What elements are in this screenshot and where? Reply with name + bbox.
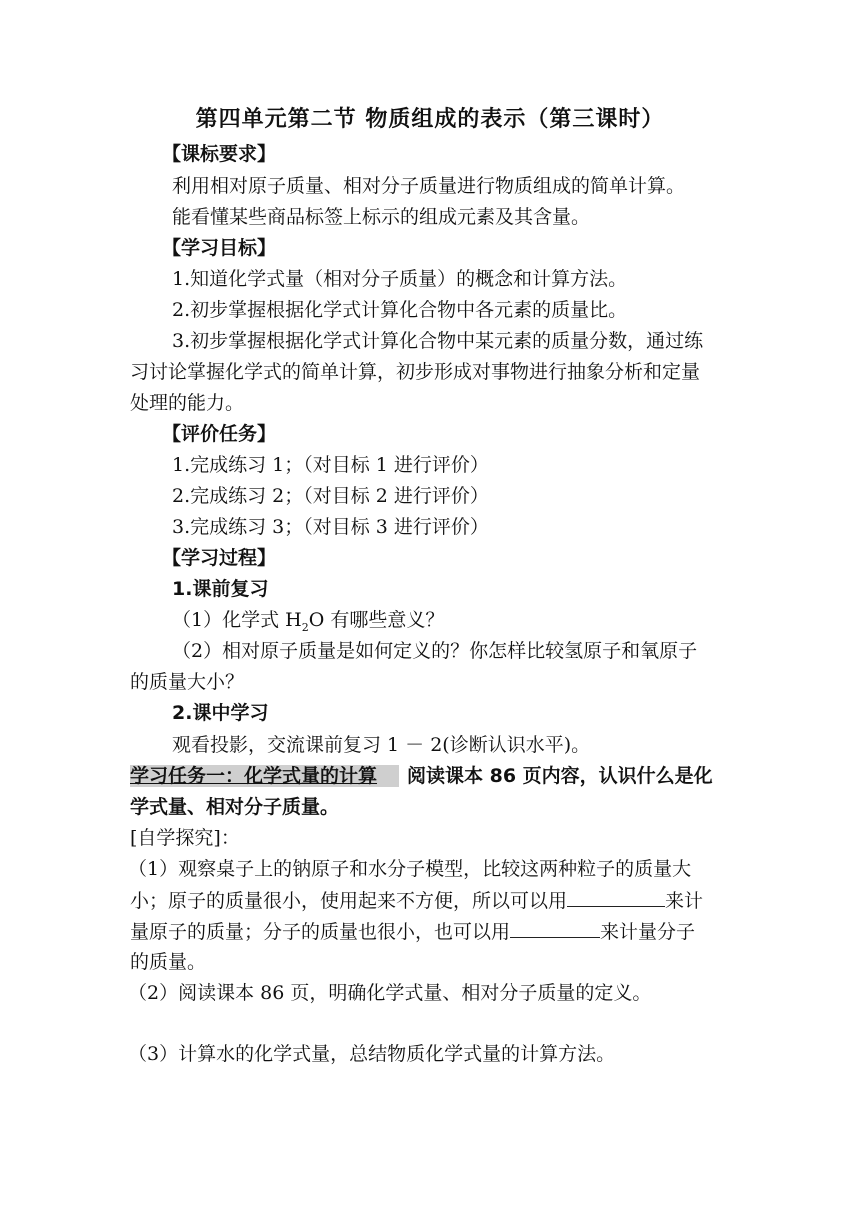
question-1-line-2 <box>130 888 703 913</box>
question-3-line: （3）计算水的化学式量，总结物质化学式量的计算方法。 <box>128 1043 616 1065</box>
q1-line2-b: 来计 <box>665 890 704 912</box>
fill-in-blank-2[interactable] <box>510 919 600 938</box>
objective-3-line-3: 处理的能力。 <box>130 392 245 414</box>
review-q1-suffix: O 有哪些意义？ <box>308 609 445 631</box>
q1-line3-a: 量原子的质量；分子的质量也很小，也可以用 <box>130 921 511 943</box>
question-1-line-4: 的质量。 <box>130 951 207 973</box>
objective-3-line-1: 3.初步掌握根据化学式计算化合物中某元素的质量分数，通过练 <box>172 330 704 352</box>
objectives-header: 【学习目标】 <box>162 237 277 259</box>
self-study-header: [自学探究]： <box>130 827 240 849</box>
task-1-line-2: 学式量、相对分子质量。 <box>130 796 340 818</box>
page-title: 第四单元第二节 物质组成的表示（第三课时） <box>195 107 665 132</box>
review-question-2-line-2: 的质量大小？ <box>130 671 245 693</box>
inclass-line: 观看投影，交流课前复习 1 － 2(诊断认识水平)。 <box>172 734 591 756</box>
inclass-header: 2.课中学习 <box>172 702 269 724</box>
question-1-line-1: （1）观察桌子上的钠原子和水分子模型，比较这两种粒子的质量大 <box>128 858 692 880</box>
q1-line3-b: 来计量分子 <box>600 921 696 943</box>
curriculum-line-2: 能看懂某些商品标签上标示的组成元素及其含量。 <box>172 206 591 228</box>
review-header: 1.课前复习 <box>172 578 269 600</box>
question-2-line: （2）阅读课本 86 页，明确化学式量、相对分子质量的定义。 <box>128 982 652 1004</box>
review-question-2-line-1: （2）相对原子质量是如何定义的？你怎样比较氢原子和氧原子 <box>172 640 698 662</box>
q1-line2-a: 小；原子的质量很小，使用起来不方便，所以可以用 <box>130 890 568 912</box>
task-1-line-1 <box>130 764 713 788</box>
fill-in-blank-1[interactable] <box>567 888 665 907</box>
objective-3-line-2: 习讨论掌握化学式的简单计算，初步形成对事物进行抽象分析和定量 <box>130 361 701 383</box>
review-q1-subscript: 2 <box>301 620 309 634</box>
question-1-line-3 <box>130 919 695 944</box>
evaluation-3: 3.完成练习 3；（对目标 3 进行评价） <box>172 516 489 538</box>
task-1-tag: 学习任务一：化学式量的计算 <box>130 765 399 787</box>
process-header: 【学习过程】 <box>162 547 277 569</box>
evaluation-header: 【评价任务】 <box>162 423 277 445</box>
evaluation-1: 1.完成练习 1；（对目标 1 进行评价） <box>172 454 489 476</box>
curriculum-header: 【课标要求】 <box>162 143 277 165</box>
task-1-rest: 阅读课本 86 页内容，认识什么是化 <box>407 765 713 787</box>
curriculum-line-1: 利用相对原子质量、相对分子质量进行物质组成的简单计算。 <box>172 175 686 197</box>
objective-1: 1.知道化学式量（相对分子质量）的概念和计算方法。 <box>172 268 628 290</box>
objective-2: 2.初步掌握根据化学式计算化合物中各元素的质量比。 <box>172 299 628 321</box>
evaluation-2: 2.完成练习 2；（对目标 2 进行评价） <box>172 485 489 507</box>
review-q1-prefix: （1）化学式 H <box>172 609 302 631</box>
review-question-1 <box>172 608 444 632</box>
